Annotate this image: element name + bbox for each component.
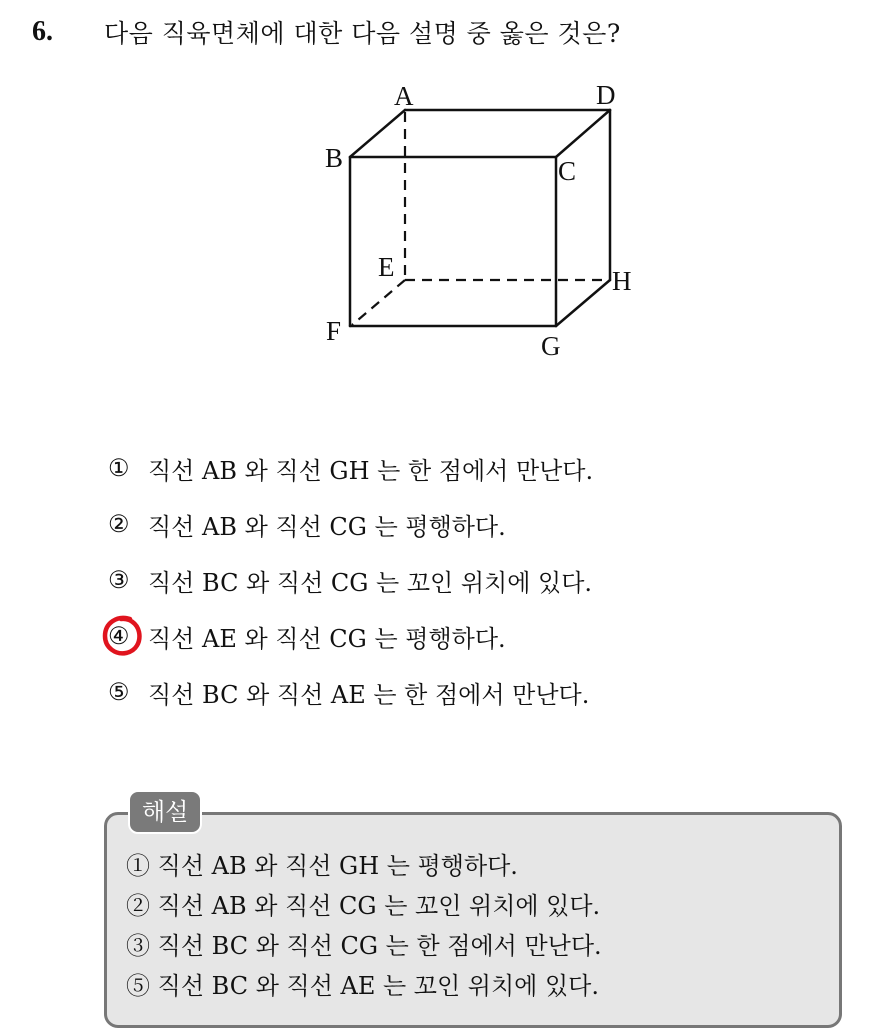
option-text: 직선 BC 와 직선 AE 는 한 점에서 만난다. xyxy=(148,680,590,709)
vertex-label-H: H xyxy=(612,266,632,296)
question-number: 6. xyxy=(32,16,53,47)
option-marker: ⑤ xyxy=(108,678,130,706)
explanation-line: ① 직선 AB 와 직선 GH 는 평행하다. xyxy=(126,851,518,880)
vertex-label-F: F xyxy=(326,316,342,346)
explanation-tag: 해설 xyxy=(128,790,202,834)
option-text: 직선 AE 와 직선 CG 는 평행하다. xyxy=(148,624,506,653)
vertex-label-B: B xyxy=(325,143,344,173)
explanation-line: ⑤ 직선 BC 와 직선 AE 는 꼬인 위치에 있다. xyxy=(126,971,599,1000)
explanation-line: ② 직선 AB 와 직선 CG 는 꼬인 위치에 있다. xyxy=(126,891,601,920)
option-marker: ③ xyxy=(108,566,130,594)
edge-BA xyxy=(350,110,405,157)
question-text: 다음 직육면체에 대한 다음 설명 중 옳은 것은? xyxy=(104,19,621,48)
vertex-label-A: A xyxy=(394,81,414,111)
edge-CD xyxy=(556,110,610,157)
option-1[interactable] xyxy=(108,440,593,496)
vertex-label-D: D xyxy=(596,80,616,110)
vertex-label-C: C xyxy=(558,156,577,186)
option-text: 직선 AB 와 직선 GH 는 한 점에서 만난다. xyxy=(148,456,594,485)
option-text: 직선 AB 와 직선 CG 는 평행하다. xyxy=(148,512,506,541)
vertex-label-G: G xyxy=(541,331,561,361)
explanation-lines xyxy=(126,843,602,1003)
cuboid-figure xyxy=(0,0,884,400)
option-marker: ④ xyxy=(108,622,130,650)
edge-GH xyxy=(556,280,610,326)
vertex-label-E: E xyxy=(378,252,395,282)
option-5[interactable] xyxy=(108,664,593,720)
option-text: 직선 BC 와 직선 CG 는 꼬인 위치에 있다. xyxy=(148,568,593,597)
edge-EF-hidden xyxy=(352,280,405,325)
explanation-line: ③ 직선 BC 와 직선 CG 는 한 점에서 만난다. xyxy=(126,931,602,960)
option-marker: ① xyxy=(108,454,130,482)
option-marker: ② xyxy=(108,510,130,538)
answer-options xyxy=(108,440,593,720)
option-3[interactable] xyxy=(108,552,593,608)
option-4[interactable] xyxy=(108,608,593,664)
option-2[interactable] xyxy=(108,496,593,552)
